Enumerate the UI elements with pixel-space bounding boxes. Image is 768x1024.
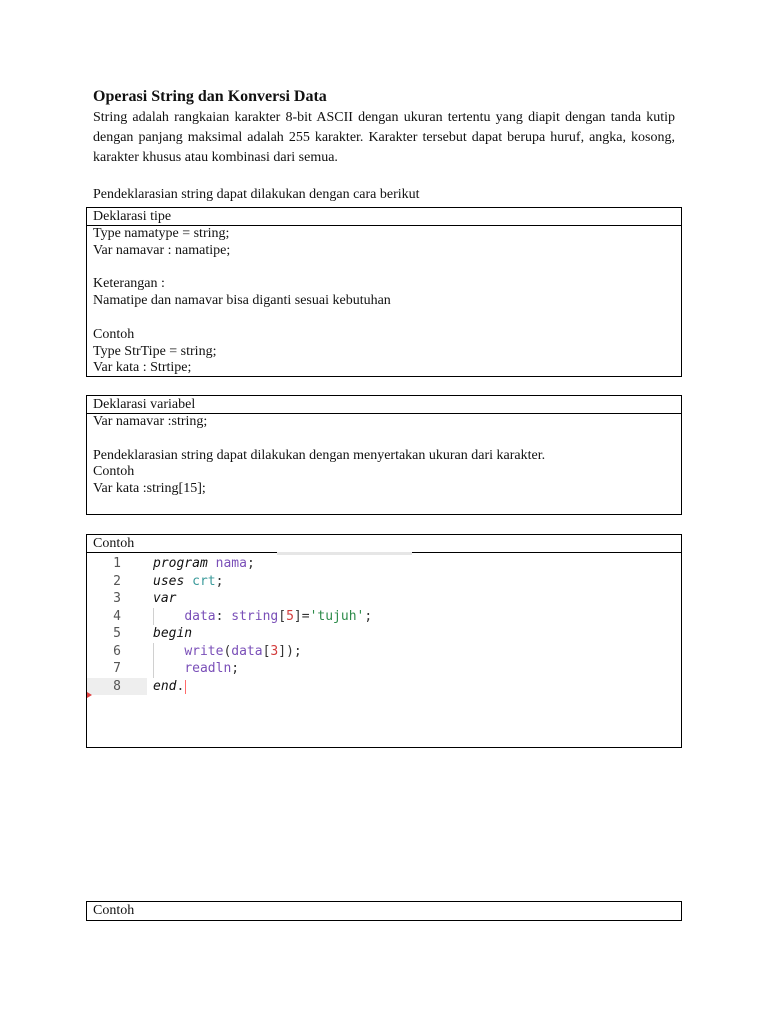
code-text <box>153 660 239 678</box>
code-token: string <box>231 608 279 624</box>
blank-line <box>93 431 681 448</box>
indent-guide <box>153 643 154 678</box>
box-header: Deklarasi variabel <box>87 396 681 414</box>
code-line[interactable] <box>87 573 681 591</box>
text-line: Var kata :string[15]; <box>93 481 206 497</box>
text-line: Pendeklarasian string dapat dilakukan dengan menyertakan ukuran dari karakter. <box>93 447 546 463</box>
code-token <box>208 556 216 571</box>
box-header: Deklarasi tipe <box>87 208 681 226</box>
line-number: 4 <box>113 608 121 624</box>
line-number: 1 <box>113 556 121 571</box>
code-token: program <box>153 556 208 571</box>
blank-line <box>93 260 681 277</box>
text-line: Var kata : Strtipe; <box>93 360 192 376</box>
code-token: ]= <box>293 608 310 624</box>
code-line[interactable] <box>87 590 681 608</box>
text-cursor <box>185 680 186 694</box>
code-token: uses <box>153 573 185 589</box>
code-token: var <box>153 591 177 606</box>
line-number: 7 <box>113 661 121 676</box>
text-line: Namatipe dan namavar bisa diganti sesuai kebutuhan <box>93 293 391 309</box>
code-line[interactable] <box>87 660 681 678</box>
code-token: crt <box>192 573 216 589</box>
example-code-box <box>86 534 682 748</box>
type-declaration-box <box>86 207 682 377</box>
code-token: nama <box>215 556 247 571</box>
box-header: Contoh <box>87 535 681 553</box>
intro-paragraph: String adalah rangkaian karakter 8-bit ASCII dengan ukuran tertentu yang diapit dengan tanda kutip dengan panjang maksimal adalah 255 karakter. Karakter tersebut dapat berupa huruf, angka, kosong, karakter khusus atau kombinasi dari semua. <box>93 110 675 165</box>
code-token: ]); <box>278 643 302 659</box>
code-token: end <box>153 678 177 694</box>
line-number: 2 <box>113 573 121 589</box>
box-header: Contoh <box>93 903 135 918</box>
code-token: begin <box>153 626 193 641</box>
code-line[interactable] <box>87 625 681 643</box>
text-line: Contoh <box>93 464 135 480</box>
box-body <box>87 414 681 498</box>
code-token: 3 <box>270 643 279 659</box>
text-line: Keterangan : <box>93 276 165 292</box>
code-token: readln <box>184 661 232 676</box>
blank-line <box>93 310 681 327</box>
code-token: data <box>231 643 263 659</box>
lead-sentence: Pendeklarasian string dapat dilakukan dengan cara berikut <box>93 187 420 202</box>
code-token: : <box>215 608 232 624</box>
text-line: Contoh <box>93 326 135 342</box>
code-line[interactable] <box>87 608 681 626</box>
code-token: ; <box>215 573 224 589</box>
code-token: write <box>184 643 224 659</box>
code-token: . <box>176 678 185 694</box>
text-line: Var namavar :string; <box>93 414 208 429</box>
code-token: ; <box>364 608 373 624</box>
code-token: ; <box>246 556 255 571</box>
code-line[interactable] <box>87 678 681 696</box>
code-line[interactable] <box>87 643 681 661</box>
gutter-marker-icon <box>87 692 92 698</box>
code-text <box>153 608 372 626</box>
line-number: 5 <box>113 626 121 641</box>
code-token <box>153 644 184 659</box>
code-text <box>153 625 192 643</box>
variable-declaration-box <box>86 395 682 515</box>
code-token: data <box>184 608 216 624</box>
code-line[interactable] <box>87 555 681 573</box>
code-text <box>153 573 223 591</box>
document-title: Operasi String dan Konversi Data <box>93 88 327 105</box>
line-number: 6 <box>113 643 121 659</box>
line-number: 8 <box>87 678 147 696</box>
second-example-box <box>86 901 682 921</box>
code-editor[interactable] <box>87 555 681 695</box>
code-token: [ <box>278 608 287 624</box>
text-line: Var namavar : namatipe; <box>93 242 231 258</box>
code-text <box>153 590 176 608</box>
code-text <box>153 643 302 661</box>
code-token: 'tujuh' <box>309 608 365 624</box>
box-body <box>87 226 681 377</box>
indent-guide <box>153 608 154 626</box>
code-text <box>153 678 184 696</box>
code-token <box>153 661 184 676</box>
code-token: [ <box>262 643 271 659</box>
code-token: 5 <box>286 608 294 624</box>
code-token <box>184 574 192 589</box>
code-token: ; <box>231 661 240 676</box>
code-text <box>153 555 255 573</box>
text-line: Type StrTipe = string; <box>93 343 217 359</box>
line-number: 3 <box>113 591 121 606</box>
code-token: ( <box>223 643 232 659</box>
text-line: Type namatype = string; <box>93 226 230 241</box>
code-token <box>153 609 184 624</box>
